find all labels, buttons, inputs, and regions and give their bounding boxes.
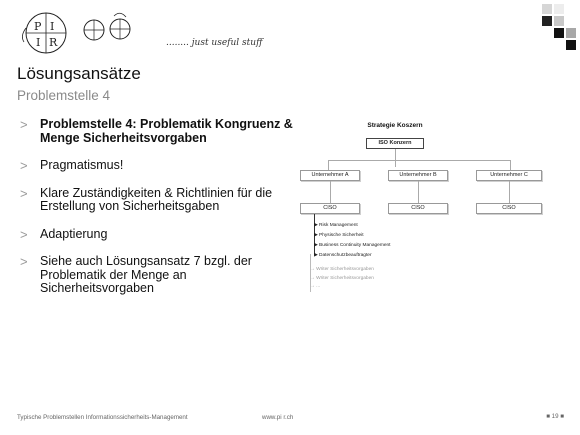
connector-line bbox=[330, 181, 331, 203]
logo-tagline: ........ just useful stuff bbox=[166, 38, 263, 48]
responsibility-item: ▶ Business Continuity Management bbox=[314, 243, 391, 248]
connector-line bbox=[418, 181, 419, 203]
slide-title: Lösungsansätze bbox=[17, 64, 141, 83]
page-number: ■ 19 ■ bbox=[546, 413, 564, 420]
footer-url: www.pi r.ch bbox=[262, 414, 294, 421]
further-item: → Writer Sicherheitsvorgaben bbox=[310, 267, 374, 272]
iso-konzern-box: ISO Konzern bbox=[366, 138, 424, 149]
pir-logo-graphic bbox=[18, 8, 168, 56]
corner-squares-decoration bbox=[520, 0, 580, 70]
bullet-text: Siehe auch Lösungsansatz 7 bzgl. der Problematik der Menge an Sicherheitsvorgaben bbox=[40, 254, 252, 295]
bullet-item bbox=[20, 159, 300, 173]
bullet-marker: > bbox=[20, 254, 28, 269]
connector-line bbox=[510, 160, 511, 170]
footer-title: Typische Problemstellen Informationssicherheits-Management bbox=[17, 414, 188, 421]
strategy-org-diagram bbox=[300, 118, 550, 308]
ciso-c-box: CISO bbox=[476, 203, 542, 214]
bullet-text: Pragmatismus! bbox=[40, 158, 124, 172]
connector-line bbox=[395, 149, 396, 167]
diagram-title: Strategie Koszern bbox=[367, 122, 423, 129]
company-a-box: Unternehmer A bbox=[300, 170, 360, 181]
bullet-item bbox=[20, 118, 300, 145]
logo-letter-p: P bbox=[34, 20, 42, 33]
bullet-marker: > bbox=[20, 158, 28, 173]
bullet-marker: > bbox=[20, 226, 28, 242]
responsibility-item: ▶ Physische Sicherheit bbox=[314, 233, 364, 238]
connector-line bbox=[328, 160, 329, 170]
slide-subtitle: Problemstelle 4 bbox=[17, 88, 111, 103]
bullet-item bbox=[20, 228, 300, 242]
logo-letter-i1: I bbox=[50, 20, 55, 33]
bullet-item bbox=[20, 255, 300, 296]
ciso-a-box: CISO bbox=[300, 203, 360, 214]
bullet-marker: > bbox=[20, 185, 28, 201]
further-item: → ... bbox=[310, 284, 321, 289]
bullet-text: Adaptierung bbox=[40, 226, 108, 241]
bullet-text: Problemstelle 4: Problematik Kongruenz & Menge Sicherheitsvorgaben bbox=[40, 117, 293, 145]
connector-line bbox=[328, 160, 510, 161]
bullet-marker: > bbox=[20, 117, 28, 132]
logo-letter-r: R bbox=[49, 36, 58, 49]
bullet-text: Klare Zuständigkeiten & Richtlinien für die Erstellung von Sicherheitsgaben bbox=[40, 185, 273, 213]
responsibility-item: ▶ Datenschutzbeauftragter bbox=[314, 253, 372, 258]
logo-letter-i2: I bbox=[36, 36, 41, 49]
ciso-b-box: CISO bbox=[388, 203, 448, 214]
pir-logo bbox=[18, 8, 263, 56]
bullet-list bbox=[20, 118, 300, 310]
further-item: → Writer Sicherheitsvorgaben bbox=[310, 276, 374, 281]
bullet-item bbox=[20, 187, 300, 214]
responsibility-item: ▶ Risk Management bbox=[314, 223, 358, 228]
company-c-box: Unternehmer C bbox=[476, 170, 542, 181]
company-b-box: Unternehmer B bbox=[388, 170, 448, 181]
connector-line bbox=[509, 181, 510, 203]
